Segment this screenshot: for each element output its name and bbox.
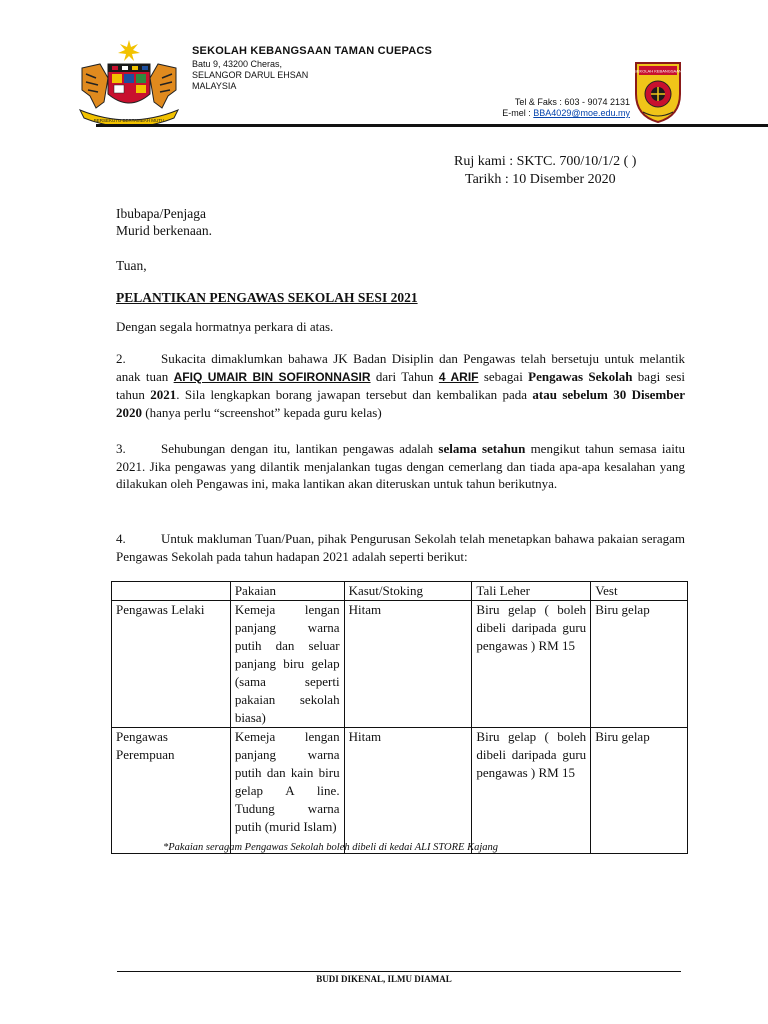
recipient-line-1: Ibubapa/Penjaga: [116, 206, 206, 221]
table-cell: Pengawas Perempuan: [112, 728, 231, 854]
paragraph-2-text: Sukacita dimaklumkan bahawa JK Badan Disiplin dan Pengawas telah bersetuju untuk melantik anak tuan: [116, 351, 685, 384]
recipient-line-2: Murid berkenaan.: [116, 223, 212, 238]
paragraph-2-text: bagi sesi tahun: [116, 368, 686, 402]
letter-subject: PELANTIKAN PENGAWAS SEKOLAH SESI 2021: [116, 290, 418, 305]
table-row: [112, 728, 688, 854]
paragraph-3-text: mengikut tahun semasa iaitu 2021. Jika pengawas yang dilantik menjalankan tugas dengan cemerlang dan tiada apa-apa kesalahan yang dilakukan oleh Pengawas ini, maka lantikan akan diteruskan untuk tahun berikutnya.: [116, 441, 685, 491]
table-cell: Biru gelap ( boleh dibeli daripada guru pengawas ) RM 15: [472, 728, 591, 854]
paragraph-2-number: 2.: [116, 351, 126, 366]
uniform-table: [111, 581, 688, 854]
paragraph-4-number: 4.: [116, 531, 126, 546]
paragraph-2-text: . Sila lengkapkan borang jawapan tersebut dan kembalikan pada: [176, 387, 533, 402]
student-class: 4 ARIF: [438, 369, 479, 384]
table-cell: Kemeja lengan panjang warna putih dan kain biru gelap A line. Tudung warna putih (murid Islam): [230, 728, 344, 854]
paragraph-4-text: Untuk makluman Tuan/Puan, pihak Pengurusan Sekolah telah menetapkan bahawa pakaian seragam Pengawas Sekolah pada tahun hadapan 2021 adalah seperti berikut:: [116, 531, 685, 564]
school-badge-icon: [633, 60, 683, 124]
tel-fax: Tel & Faks : 603 - 9074 2131: [514, 97, 630, 107]
session-year: 2021: [150, 387, 177, 402]
student-name: AFIQ UMAIR BIN SOFIRONNASIR: [173, 369, 371, 384]
header-divider: [96, 124, 768, 127]
paragraph-2-text: (hanya perlu “screenshot” kepada guru kelas): [142, 404, 382, 420]
email-link[interactable]: BBA4029@moe.edu.my: [533, 108, 630, 118]
footer-divider: [117, 971, 681, 972]
address-line-3: MALAYSIA: [192, 81, 237, 91]
school-name: SEKOLAH KEBANGSAAN TAMAN CUEPACS: [192, 45, 433, 57]
coat-of-arms-icon: [74, 38, 184, 124]
salutation: Tuan,: [116, 258, 147, 273]
uniform-note: *Pakaian seragam Pengawas Sekolah boleh dibeli di kedai ALI STORE Kajang: [163, 842, 498, 853]
appointment-role: Pengawas Sekolah: [528, 368, 633, 384]
table-header-cell: Kasut/Stoking: [344, 582, 472, 601]
letter-date: Tarikh : 10 Disember 2020: [465, 172, 616, 187]
reply-deadline: atau sebelum 30 Disember 2020: [116, 387, 685, 420]
coat-of-arms-motto: BERSEKUTU BERTAMBAH MUTU: [93, 118, 165, 123]
table-header-cell: Vest: [591, 582, 688, 601]
table-cell: Biru gelap ( boleh dibeli daripada guru pengawas ) RM 15: [472, 601, 591, 728]
paragraph-2-text: dari Tahun: [370, 368, 439, 384]
appointment-duration: selama setahun: [438, 441, 526, 456]
table-cell: Pengawas Lelaki: [112, 601, 231, 728]
address-line-1: Batu 9, 43200 Cheras,: [192, 59, 283, 69]
table-header-cell: Pakaian: [230, 582, 344, 601]
paragraph-3-number: 3.: [116, 441, 126, 456]
table-cell: Biru gelap: [591, 601, 688, 728]
email-label: E-mel :: [502, 108, 534, 118]
table-cell: Hitam: [344, 728, 472, 854]
table-header-cell: Tali Leher: [472, 582, 591, 601]
address-line-2: SELANGOR DARUL EHSAN: [192, 70, 309, 80]
opening-line: Dengan segala hormatnya perkara di atas.: [116, 319, 334, 334]
table-cell: Kemeja lengan panjang warna putih dan seluar panjang biru gelap (sama seperti pakaian sekolah biasa): [230, 601, 344, 728]
school-badge-text: SEKOLAH KEBANGSAAN: [634, 68, 682, 74]
table-cell: Biru gelap: [591, 728, 688, 854]
paragraph-3: [116, 440, 685, 493]
paragraph-4: [116, 530, 685, 565]
reference-number: Ruj kami : SKTC. 700/10/1/2 ( ): [454, 154, 637, 169]
table-header-row: [112, 582, 688, 601]
table-row: [112, 601, 688, 728]
email-line: [502, 108, 630, 118]
paragraph-3-text: Sehubungan dengan itu, lantikan pengawas adalah: [161, 441, 439, 456]
paragraph-2-text: sebagai: [478, 368, 529, 384]
school-motto: BUDI DIKENAL, ILMU DIAMAL: [316, 974, 452, 984]
table-header-cell: [112, 582, 231, 601]
table-cell: Hitam: [344, 601, 472, 728]
paragraph-2: [116, 350, 685, 421]
